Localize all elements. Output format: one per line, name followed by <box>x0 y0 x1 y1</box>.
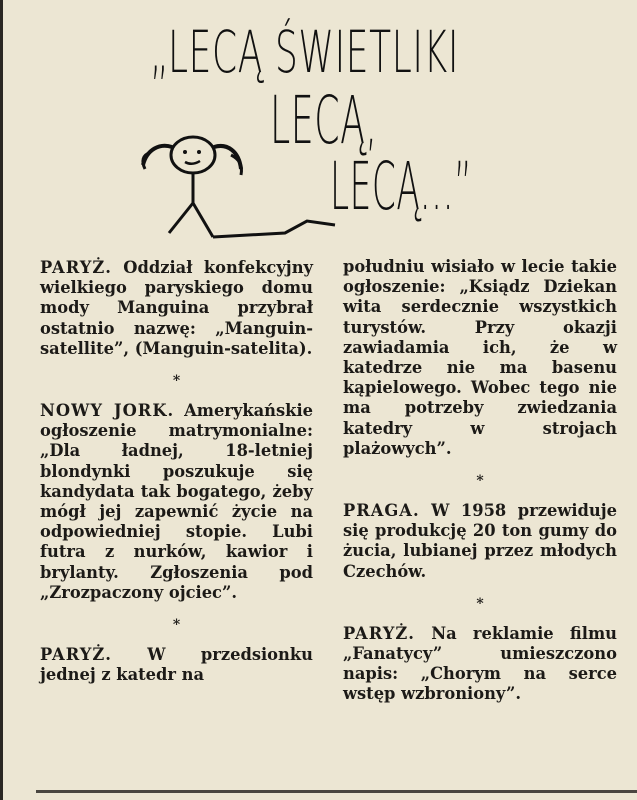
left-column <box>40 258 313 685</box>
city-lead: PARYŻ. <box>343 623 415 643</box>
news-text: Oddział konfekcyjny wielkiego paryskiego domu mody Manguina przybrał ostatnio nazwę: „Manguin-satellite”, (Manguin-satelita). <box>40 258 313 358</box>
news-item-prague <box>343 501 617 582</box>
headline-line-2: LECĄ, <box>270 82 378 159</box>
separator-asterisk: * <box>172 617 181 634</box>
news-item-paris-2-start <box>40 645 313 685</box>
news-text: Amerykańskie ogłoszenie matrymonialne: „Dla ładnej, 18-letniej blondynki poszukuje się kandydata tak bogatego, żeby mógł jej zapewnić życie na odpowiedniej stopie. Lubi futra z nurków, kawior i brylanty. Zgłoszenia pod „Zrozpaczony ojciec”. <box>40 401 313 602</box>
news-text: W przedsionku jednej z katedr na <box>40 645 313 685</box>
news-item-paris-1 <box>40 258 313 359</box>
news-item-paris-3 <box>343 624 617 705</box>
news-item-paris-2-continued <box>343 257 617 459</box>
bottom-border-line <box>36 790 637 793</box>
right-column <box>343 257 617 705</box>
city-lead: NOWY JORK. <box>40 401 175 421</box>
headline-line-1: „LECĄ ŚWIETLIKI <box>150 18 460 86</box>
news-text: południu wisiało w lecie takie ogłoszenie: „Ksiądz Dziekan wita serdecznie wszystkich turystów. Przy okazji zawiadamia ich, że w katedrze nie ma basenu kąpielowego. Wobec tego nie ma potrzeby zwiedzania katedry w strojach plażowych”. <box>343 257 617 458</box>
city-lead: PARYŻ. <box>40 645 112 665</box>
news-text: W 1958 przewiduje się produkcję 20 ton gumy do żucia, lubianej przez młodych Czechów. <box>343 501 617 581</box>
left-border-line <box>0 0 3 800</box>
city-lead: PARYŻ. <box>40 258 112 277</box>
separator-asterisk: * <box>476 473 484 490</box>
separator-asterisk: * <box>476 595 484 612</box>
city-lead: PRAGA. <box>343 501 420 521</box>
news-item-new-york <box>40 401 313 603</box>
headline-line-3: LECĄ...” <box>330 148 473 225</box>
separator-asterisk: * <box>172 373 181 390</box>
news-text: Na reklamie filmu „Fanatycy” umieszczono napis: „Chorym na serce wstęp wzbroniony”. <box>343 623 618 704</box>
stick-figure-drawing <box>135 125 375 245</box>
